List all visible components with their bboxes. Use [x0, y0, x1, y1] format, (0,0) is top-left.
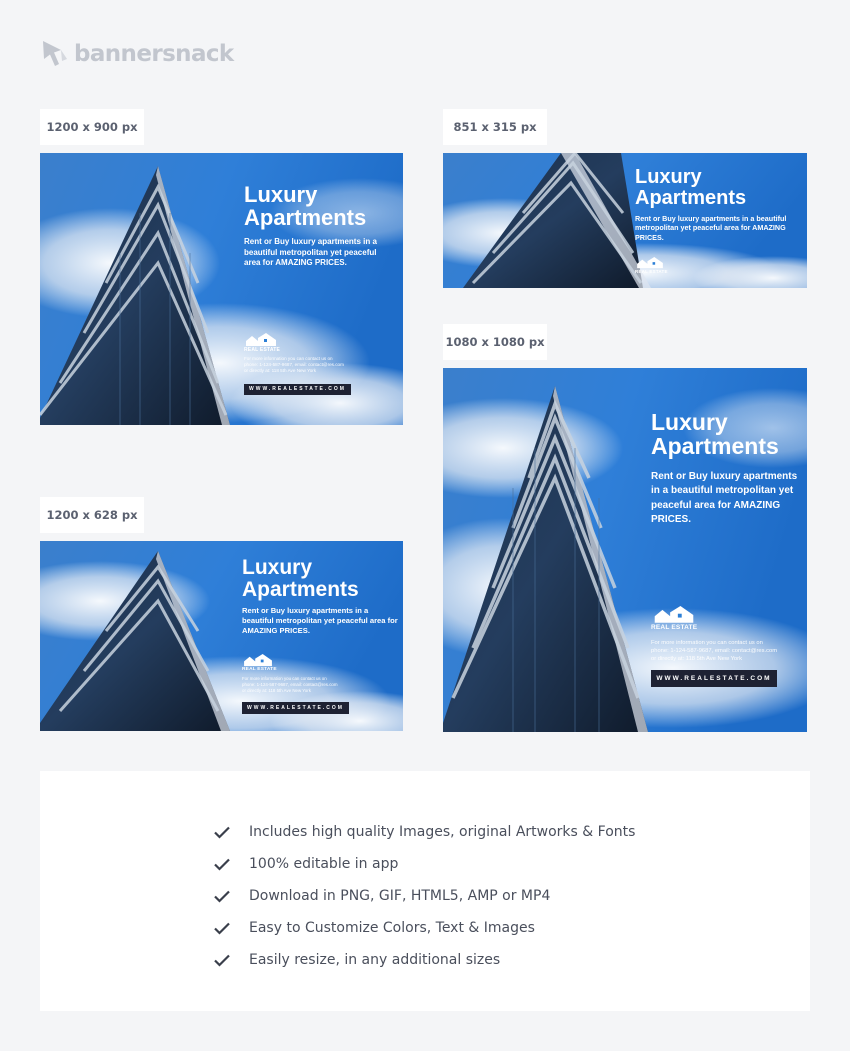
cursor-logo-icon: [40, 39, 70, 69]
ad-contact-line2: phone: 1-124-587-9687, email: contact@res.com: [651, 647, 778, 654]
ad-contact-line1: For more information you can contact us on: [244, 356, 333, 361]
house-logo-icon: [244, 333, 278, 347]
ad-contact: [244, 356, 384, 375]
ad-brand-name: REAL ESTATE: [244, 347, 281, 353]
ad-headline-line1: Luxury: [244, 182, 318, 207]
ad-headline-line1: Luxury: [242, 556, 313, 579]
banner-preview-851x315[interactable]: [443, 153, 807, 288]
ad-copy: [244, 183, 394, 268]
ad-contact: [242, 676, 382, 694]
ad-brand: [244, 333, 280, 353]
ad-contact-line2: phone: 1-124-587-9687, email: contact@res.com: [244, 362, 344, 368]
features-panel: [40, 771, 810, 1011]
ad-contact: [651, 640, 801, 663]
size-label-1200x900: 1200 x 900 px: [40, 109, 144, 145]
checkmark-icon: [212, 918, 232, 938]
ad-subtext: Rent or Buy luxury apartments in a beautiful metropolitan yet peaceful area for AMAZING PRICES.: [242, 606, 398, 635]
ad-copy: [651, 410, 801, 527]
ad-headline: [244, 183, 394, 229]
ad-headline-line2: Apartments: [651, 433, 779, 460]
checkmark-icon: [212, 822, 232, 842]
feature-text: Includes high quality Images, original Artworks & Fonts: [249, 824, 636, 840]
size-label-1200x628: 1200 x 628 px: [40, 497, 144, 533]
ad-headline-line2: Apartments: [635, 187, 747, 209]
feature-text: Easy to Customize Colors, Text & Images: [249, 920, 535, 936]
feature-text: Easily resize, in any additional sizes: [249, 952, 501, 968]
ad-headline: [651, 410, 801, 458]
house-logo-icon: [242, 654, 274, 667]
ad-headline: [242, 557, 400, 601]
ad-subtext: Rent or Buy luxury apartments in a beautiful metropolitan yet peaceful area for AMAZING PRICES.: [651, 471, 798, 525]
ad-headline-line2: Apartments: [242, 578, 359, 602]
features-list: [212, 816, 635, 976]
ad-headline-line1: Luxury: [651, 409, 728, 435]
size-label-851x315: 851 x 315 px: [443, 109, 547, 145]
house-logo-icon: [651, 606, 697, 624]
ad-brand-name: REAL ESTATE: [651, 624, 698, 631]
ad-contact-line1: For more information you can contact us on: [242, 676, 327, 681]
feature-item: [212, 848, 635, 880]
ad-headline: [635, 167, 805, 209]
ad-contact-line1: For more information you can contact us on: [651, 640, 763, 646]
banner-preview-1080x1080[interactable]: [443, 368, 807, 732]
ad-brand: [242, 654, 277, 672]
size-label-1080x1080: 1080 x 1080 px: [443, 324, 547, 360]
feature-text: Download in PNG, GIF, HTML5, AMP or MP4: [249, 888, 551, 904]
ad-brand-name: REAL ESTATE: [635, 269, 668, 274]
ad-website-button: WWW.REALESTATE.COM: [244, 384, 351, 395]
ad-contact-line2: phone: 1-124-587-9687, email: contact@res.com: [242, 681, 338, 687]
logo-wordmark: bannersnack: [74, 41, 234, 67]
feature-item: [212, 816, 635, 848]
ad-brand: [635, 257, 668, 274]
banner-preview-1200x900[interactable]: [40, 153, 403, 425]
ad-headline-line2: Apartments: [244, 205, 367, 231]
ad-website-button: WWW.REALESTATE.COM: [242, 702, 349, 714]
ad-brand-name: REAL ESTATE: [242, 667, 277, 672]
feature-text: 100% editable in app: [249, 856, 399, 872]
ad-copy: [242, 557, 400, 636]
feature-item: [212, 880, 635, 912]
ad-subtext: Rent or Buy luxury apartments in a beautiful metropolitan yet peaceful area for AMAZING PRICES.: [244, 237, 377, 267]
ad-headline-line1: Luxury: [635, 166, 702, 188]
feature-item: [212, 912, 635, 944]
ad-contact-line3: or directly at: 118 5th Ave New York: [651, 655, 742, 662]
ad-copy: [635, 167, 805, 242]
feature-item: [212, 944, 635, 976]
banner-preview-1200x628[interactable]: [40, 541, 403, 731]
house-logo-icon: [635, 257, 665, 269]
ad-subtext: Rent or Buy luxury apartments in a beautiful metropolitan yet peaceful area for AMAZING PRICES.: [635, 214, 787, 242]
checkmark-icon: [212, 886, 232, 906]
bannersnack-logo[interactable]: [40, 38, 234, 70]
ad-contact-line3: or directly at: 118 5th Ave New York: [244, 368, 317, 374]
ad-brand: [651, 606, 697, 631]
checkmark-icon: [212, 854, 232, 874]
ad-contact-line3: or directly at: 118 5th Ave New York: [242, 687, 311, 693]
ad-website-button: WWW.REALESTATE.COM: [651, 670, 777, 687]
checkmark-icon: [212, 950, 232, 970]
